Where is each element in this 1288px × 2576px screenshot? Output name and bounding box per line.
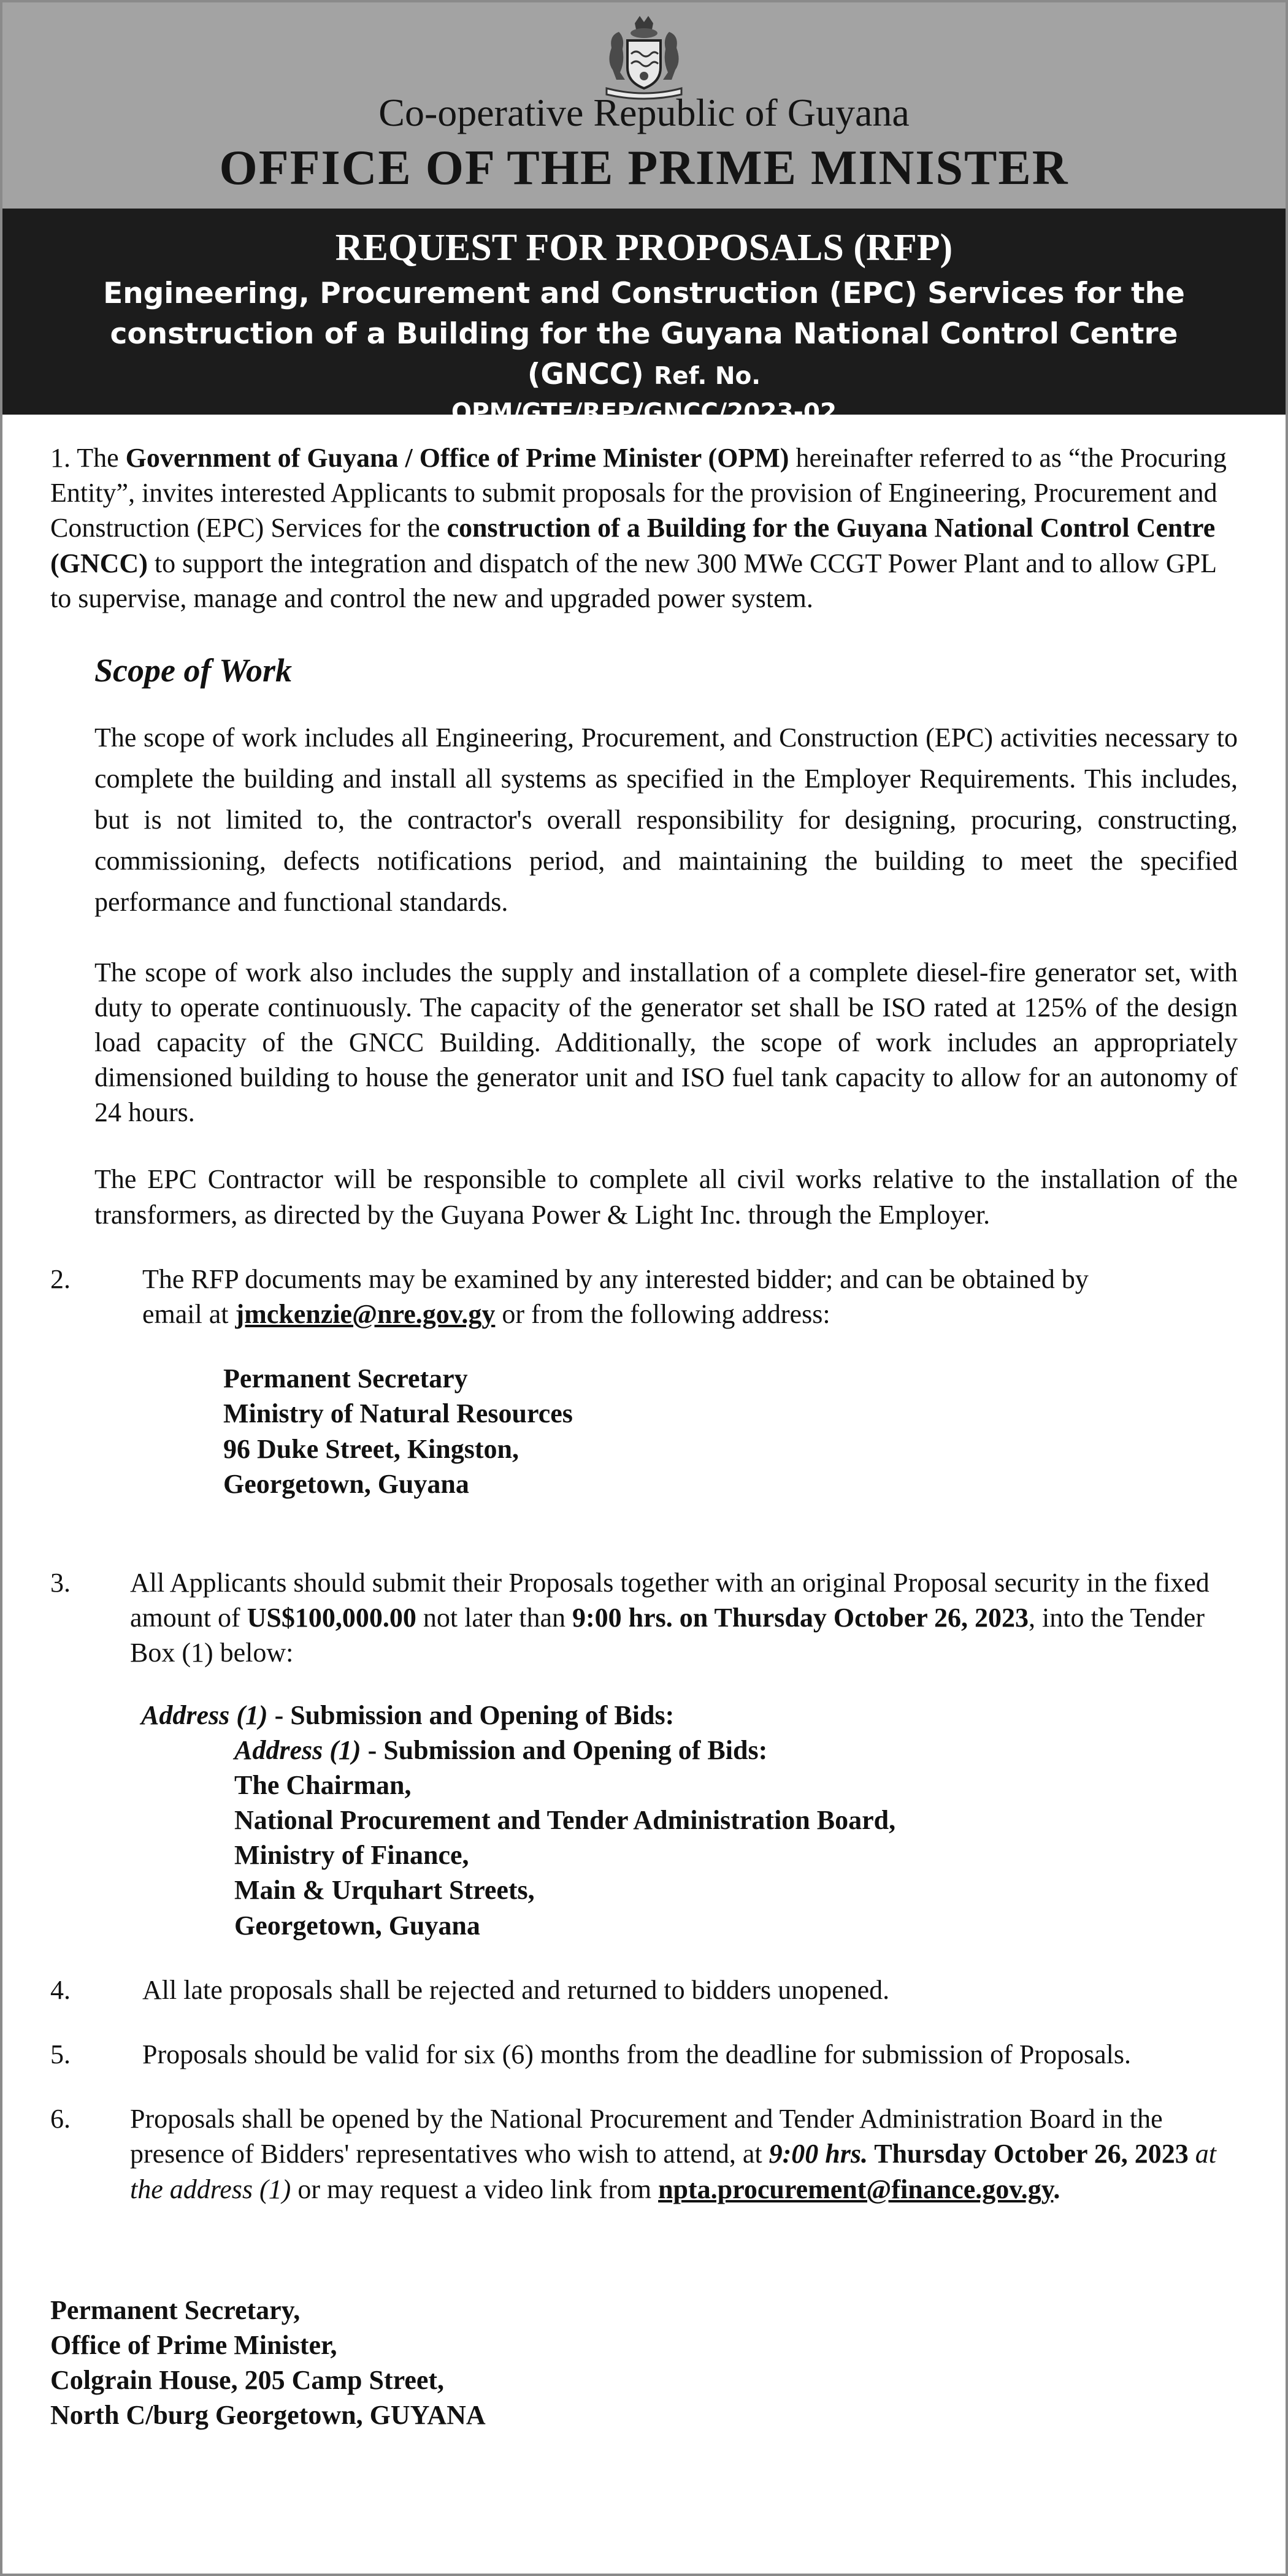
- item-6-t2: at the address (1): [130, 2139, 1216, 2204]
- address-label: Address (1): [141, 1700, 268, 1730]
- npta-email-link[interactable]: npta.procurement@finance.gov.gy: [658, 2174, 1054, 2204]
- address-line: Main & Urquhart Streets,: [234, 1875, 535, 1906]
- rfp-banner: [2, 209, 1286, 426]
- item-2: [50, 1262, 1238, 1501]
- item-2-line-2: [50, 1297, 1238, 1332]
- signature-line: Permanent Secretary,: [50, 2294, 301, 2325]
- item-4-text: All late proposals shall be rejected and returned to bidders unopened.: [142, 1974, 890, 2005]
- address-label: Address (1): [234, 1735, 361, 1765]
- item-3-t2: not later than: [416, 1603, 573, 1633]
- header: [2, 2, 1286, 209]
- scope-paragraph-1: The scope of work includes all Engineering, Procurement, and Construction (EPC) activities necessary to complete the building and install all systems as specified in the Employer Requirements. This includes, but is not limited to, the contractor's overall responsibility for designing, procuring, constructing, commissioning, defects notifications period, and maintaining the building to meet the specified performance and functional standards.: [94, 723, 1238, 917]
- item-1-text: [50, 440, 1238, 616]
- item-1: [50, 440, 1238, 616]
- rfp-subtitle-text: Engineering, Procurement and Construction (EPC) Services for the construction of a Building for the Guyana National Control Centre (GNCC): [103, 277, 1185, 391]
- document-body: [2, 415, 1286, 2433]
- item-6-end: .: [1053, 2174, 1060, 2204]
- item-number: 2.: [50, 1263, 71, 1294]
- rfp-title: REQUEST FOR PROPOSALS (RFP): [335, 227, 953, 269]
- address-line: The Chairman,: [234, 1769, 412, 1800]
- address-line: Georgetown, Guyana: [234, 1910, 480, 1941]
- item-4: [50, 1972, 1238, 2007]
- item-5-text: Proposals should be valid for six (6) months from the deadline for submission of Proposals.: [142, 2039, 1131, 2069]
- item-6-text: [50, 2101, 1238, 2207]
- address-title: - Submission and Opening of Bids:: [361, 1735, 768, 1765]
- item-number: 4.: [50, 1974, 71, 2005]
- ref-number: OPM/GTE/RFP/GNCC/2023-02: [451, 398, 837, 426]
- item-3-text: [50, 1565, 1238, 1671]
- item-6-t3: or may request a video link from: [291, 2174, 659, 2204]
- address-line: Ministry of Natural Resources: [223, 1398, 573, 1429]
- opening-date: Thursday October 26, 2023: [867, 2139, 1189, 2169]
- address-line: Permanent Secretary: [223, 1363, 468, 1394]
- item-6-t1: Proposals shall be opened by the National Procurement and Tender Administration Board in the presence of Bidders' representatives who wish to attend, at: [130, 2104, 1163, 2169]
- item-2-pre-email: email at: [142, 1299, 236, 1329]
- address-title: - Submission and Opening of Bids:: [267, 1700, 675, 1730]
- address-heading: [141, 1698, 1238, 1733]
- item-2-post-email: or from the following address:: [495, 1299, 830, 1329]
- item-5: [50, 2037, 1238, 2072]
- item-2-line-1: The RFP documents may be examined by any interested bidder; and can be obtained by: [142, 1263, 1089, 1294]
- scope-heading: Scope of Work: [94, 651, 292, 689]
- address-tender-box: [141, 1698, 1238, 1943]
- rfp-subtitle: [58, 274, 1230, 394]
- office-name: OFFICE OF THE PRIME MINISTER: [219, 141, 1069, 195]
- scope-paragraph-3: The EPC Contractor will be responsible to complete all civil works relative to the installation of the transformers, as directed by the Guyana Power & Light Inc. through the Employer.: [94, 1164, 1238, 1230]
- item-1-post: to support the integration and dispatch of the new 300 MWe CCGT Power Plant and to allow GPL to supervise, manage and control the new and upgraded power system.: [50, 548, 1216, 613]
- opening-time: 9:00 hrs.: [769, 2139, 868, 2169]
- address-heading-repeat: [234, 1733, 1238, 1768]
- signature-line: Office of Prime Minister,: [50, 2329, 337, 2360]
- item-number: 6.: [50, 2104, 71, 2134]
- item-1-mid: hereinafter referred to as “the Procuring Entity”, invites interested Applicants to submit proposals for the provision of Engineering, Procurement and Construction (EPC) Services for the: [50, 443, 1227, 543]
- address-natural-resources: [223, 1361, 1238, 1501]
- republic-name: Co-operative Republic of Guyana: [378, 91, 910, 134]
- item-3-t1: All Applicants should submit their Proposals together with an original Proposal security in the fixed amount of: [130, 1567, 1209, 1633]
- email-link[interactable]: jmckenzie@nre.gov.gy: [235, 1299, 496, 1329]
- address-line: Georgetown, Guyana: [223, 1468, 469, 1499]
- security-amount: US$100,000.00: [247, 1603, 416, 1633]
- item-1-bold-project: construction of a Building for the Guyana National Control Centre (GNCC): [50, 513, 1216, 578]
- submission-deadline: 9:00 hrs. on Thursday October 26, 2023: [572, 1603, 1029, 1633]
- signature-line: Colgrain House, 205 Camp Street,: [50, 2365, 445, 2396]
- signature-block: [50, 2293, 1238, 2433]
- address-line: Ministry of Finance,: [234, 1840, 469, 1871]
- item-number: 5.: [50, 2039, 71, 2069]
- address-line: 96 Duke Street, Kingston,: [223, 1433, 519, 1464]
- scope-paragraph-2: The scope of work also includes the supply and installation of a complete diesel-fire generator set, with duty to operate continuously. The capacity of the generator set shall be ISO rated at 125% of the design load capacity of the GNCC Building. Additionally, the scope of work includes an appropriately dimensioned building to house the generator unit and ISO fuel tank capacity to allow for an autonomy of 24 hours.: [94, 957, 1238, 1128]
- signature-line: North C/burg Georgetown, GUYANA: [50, 2400, 486, 2431]
- item-3: [50, 1565, 1238, 1943]
- item-6: [50, 2101, 1238, 2207]
- address-line: National Procurement and Tender Administration Board,: [234, 1805, 896, 1836]
- item-number: 1.: [50, 443, 71, 473]
- guyana-coat-of-arms-icon: [598, 11, 690, 102]
- ref-label: Ref. No.: [654, 362, 761, 390]
- item-3-t3: , into the Tender Box (1) below:: [130, 1603, 1205, 1668]
- item-number: 3.: [50, 1567, 71, 1598]
- item-1-pre: The: [77, 443, 126, 473]
- item-1-bold-entity: Government of Guyana / Office of Prime Minister (OPM): [125, 443, 789, 473]
